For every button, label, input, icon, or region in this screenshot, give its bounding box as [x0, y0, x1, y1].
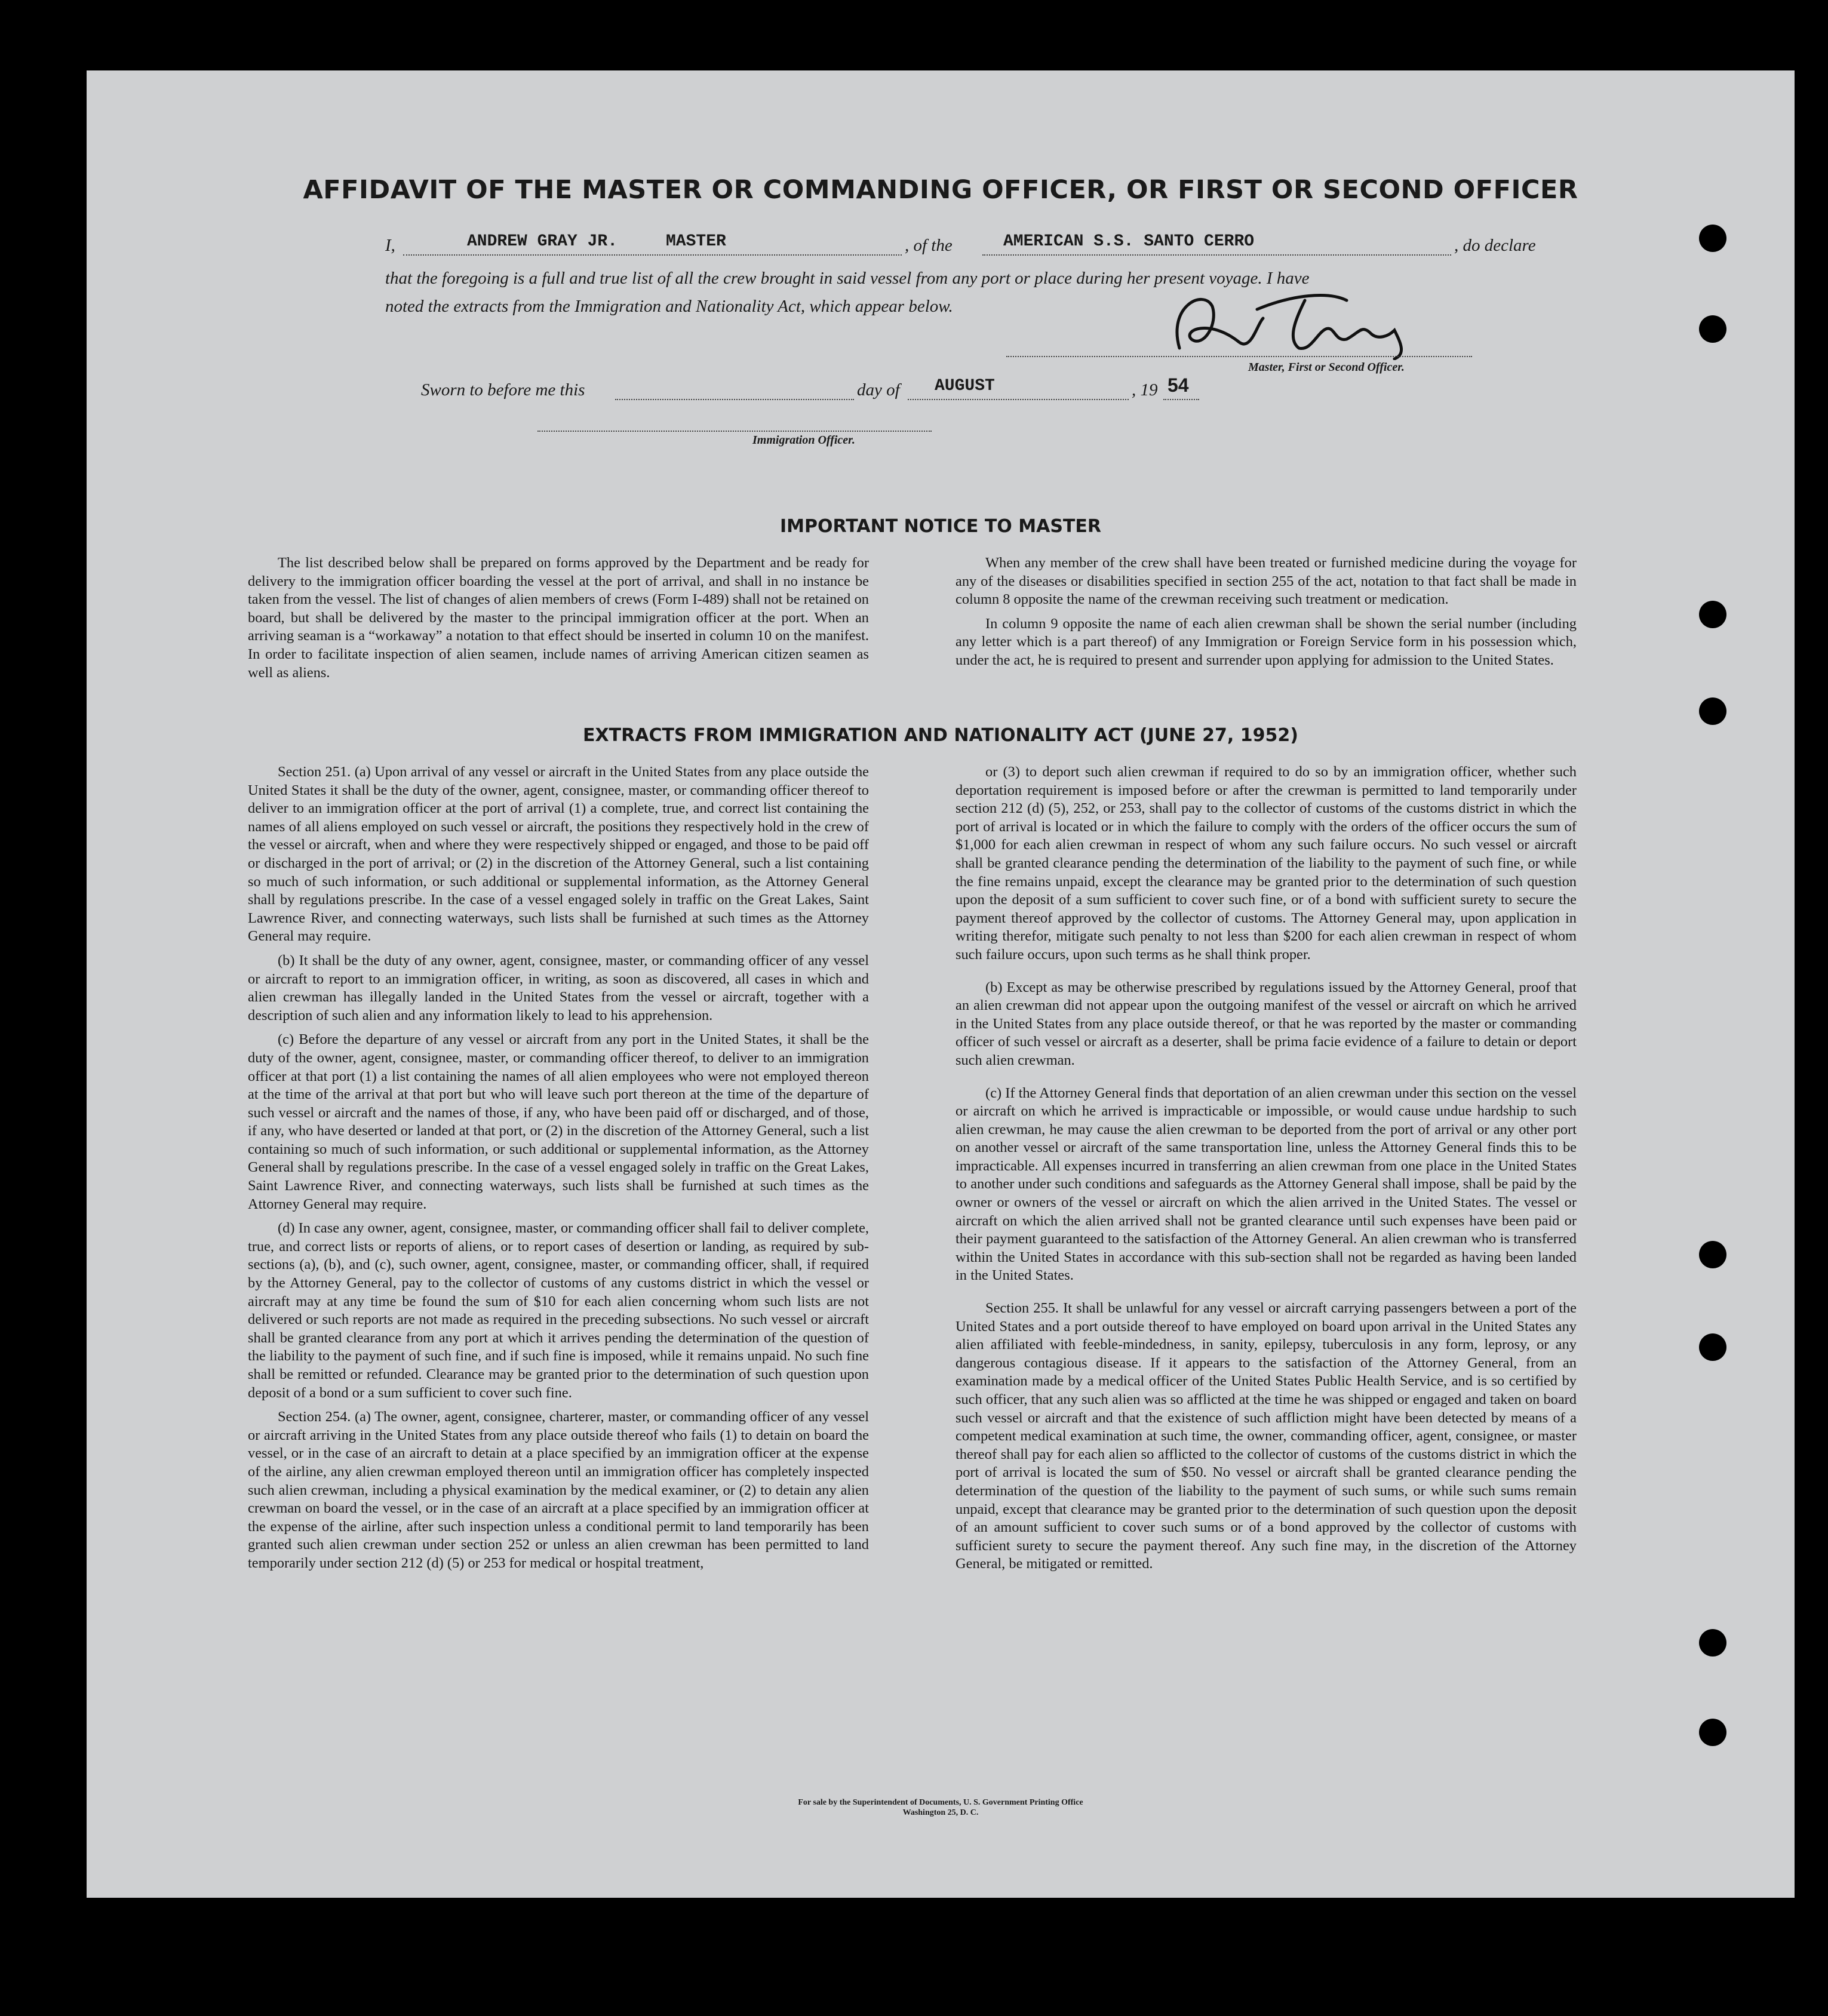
footer-line: Washington 25, D. C. [902, 1808, 979, 1817]
punch-hole [1699, 697, 1726, 725]
officer-caption: Immigration Officer. [752, 434, 855, 447]
affidavit-title: AFFIDAVIT OF THE MASTER OR COMMANDING OFFICER, OR FIRST OR SECOND OFFICER [303, 175, 1578, 205]
extract-paragraph: Section 255. It shall be unlawful for any vessel or aircraft carrying passengers between a port of the United States and a port outside thereof to have employed on board upon arrival in the United States any alien affiliated with feeble-mindedness, in sanity, epilepsy, tuberculosis in any form, leprosy, or any dangerous contagious disease. If it appears to the satisfaction of the Attorney General, from an examination made by a medical officer of the United States Public Health Service, and is so certified by such officer, that any such alien was so afflicted at the time he was shipped or engaged and taken on board such vessel or aircraft and that the existence of such affliction might have been detected by means of a competent medical examination at such time, the owner, commanding officer, agent, consignee, or master thereof shall pay for each alien so afflicted to the collector of customs of the customs district in which the port of arrival is located the sum of $50. No vessel or aircraft shall be granted clearance pending the determination of the question of the liability to the payment of such sums, or while such sums remain unpaid, except that clearance may be granted prior to the determination of such question upon the deposit of an amount sufficient to cover such sums or of a bond approved by the collector of customs with sufficient surety to secure the payment thereof. Any such fine may, in the discretion of the Attorney General, be mitigated or remitted. [956, 1300, 1577, 1572]
sworn-month: AUGUST [935, 377, 995, 395]
extract-paragraph: Section 254. (a) The owner, agent, consignee, charterer, master, or commanding officer of any vessel or aircraft arriving in the United States from any place outside thereof who fails (1) to detain on board the vessel, or in the case of an aircraft to detain at a place specified by an immigration officer at the expense of the airline, any alien crewman employed thereon until an immigration officer has completely inspected such alien crewman, including a physical examination by the medical examiner, or (2) to detain any alien crewman on board the vessel, or in the case of an aircraft at a place specified by an immigration officer at the expense of the airline, after such inspection unless a conditional permit to land temporarily has been granted such alien crewman under section 252 or unless an alien crewman has been permitted to land temporarily under section 212 (d) (5) or 253 for medical or hospital treatment, [248, 1409, 869, 1571]
punch-hole [1699, 315, 1726, 343]
punch-hole [1699, 1629, 1726, 1657]
punch-hole [1699, 1719, 1726, 1746]
of-the-label: , of the [905, 236, 953, 255]
notice-paragraph: When any member of the crew shall have been treated or furnished medicine during the voyage for any of the diseases or disabilities specified in section 255 of the act, notation to that fact shall be made in column 8 opposite the name of the crewman receiving such treatment or medication. [956, 555, 1577, 608]
extract-paragraph: (c) Before the departure of any vessel or aircraft from any port in the United States, it shall be the duty of the owner, agent, consignee, master, or commanding officer thereof, to deliver to an immigration officer at that port (1) a list containing the names of all alien employees who were not employed thereon at the time of the arrival at that port but who will leave such port thereon at the time of the departure of such vessel or aircraft and the names of those, if any, who have been paid off or discharged, and of those, if any, who have deserted or landed at that port, or (2) in the discretion of the Attorney General, such a list containing so much of such information, or such additional or supplemental information, as the Attorney General shall by regulations prescribe. In the case of a vessel engaged solely in traffic on the Great Lakes, Saint Lawrence River, and connecting waterways, such lists shall be furnished at such times as the Attorney General may require. [248, 1031, 869, 1212]
notice-paragraph: In column 9 opposite the name of each alien crewman shall be shown the serial number (including any letter which is a part thereof) of any Immigration or Foreign Service form in his possession which, under the act, he is required to present and surrender upon applying for admission to the United States. [956, 615, 1577, 668]
notice-right-column [956, 554, 1577, 670]
sworn-line [421, 376, 1317, 404]
punch-hole [1699, 601, 1726, 628]
declaration-line [385, 232, 1556, 259]
footer-line: For sale by the Superintendent of Documents, U. S. Government Printing Office [798, 1798, 1083, 1807]
day-of-label: day of [857, 380, 900, 399]
extracts-right-column [956, 763, 1577, 1574]
sworn-year: 54 [1168, 374, 1189, 396]
master-rank: MASTER [666, 232, 726, 251]
extract-paragraph: (b) Except as may be otherwise prescribed by regulations issued by the Attorney General, proof that an alien crewman did not appear upon the outgoing manifest of the vessel or aircraft on which he arrived in the United States from any place outside thereof, or that he was reported by the master or commanding officer of such vessel or aircraft as a deserter, shall be prima facie evidence of a failure to detain or deport such alien crewman. [956, 979, 1577, 1068]
year-prefix: , 19 [1132, 380, 1158, 399]
vessel-name: AMERICAN S.S. SANTO CERRO [1003, 232, 1255, 251]
punch-hole [1699, 1241, 1726, 1268]
extract-paragraph: Section 251. (a) Upon arrival of any vessel or aircraft in the United States from any place outside the United States it shall be the duty of the owner, agent, consignee, master, or commanding officer thereof to deliver to an immigration officer at the port of arrival (1) a complete, true, and correct list containing the names of all aliens employed on such vessel or aircraft, the positions they respectively hold in the crew of the vessel or aircraft, when and where they were respectively shipped or engaged, and those to be paid off or discharged in the port of arrival; or (2) in the discretion of the Attorney General, such a list containing so much of such information, or such additional or supplemental information, as the Attorney General shall by regulations prescribe. In the case of a vessel engaged solely in traffic on the Great Lakes, Saint Lawrence River, and connecting waterways, such lists shall be furnished at such times as the Attorney General may require. [248, 764, 869, 945]
signature-caption: Master, First or Second Officer. [1248, 361, 1405, 374]
statement-line-1: that the foregoing is a full and true list of all the crew brought in said vessel from any port or place during her present voyage. I have [385, 269, 1310, 288]
i-label: I, [385, 236, 395, 255]
extract-paragraph: (c) If the Attorney General finds that deportation of an alien crewman under this section on the vessel or aircraft on which he arrived is impracticable or impossible, or would cause undue hardship to such alien crewman, he may cause the alien crewman to be deported from the port of arrival or any other port on another vessel or aircraft of the same transportation line, unless the Attorney General finds this to be impracticable. All expenses incurred in transferring an alien crewman from one place in the United States to another under such conditions and safeguards as the Attorney General shall impose, shall be paid by the owner or owners of the vessel or aircraft on which the alien arrived in the United States. The vessel or aircraft on which the alien arrived shall not be granted clearance until such expenses have been paid or their payment guaranteed to the satisfaction of the Attorney General. An alien crewman who is transferred within the United States in accordance with this sub-section shall not be regarded as having been landed in the United States. [956, 1084, 1577, 1284]
form-sheet [87, 70, 1795, 1898]
extract-paragraph: or (3) to deport such alien crewman if required to do so by an immigration officer, whether such deportation requirement is imposed before or after the crewman is permitted to land temporarily under section 212 (d) (5), 252, or 253, shall pay to the collector of customs of the customs district in which the port of arrival is located or in which the failure to comply with the orders of the officer occurs the sum of $1,000 for each alien crewman in respect of whom any such failure occurs. No such vessel or aircraft shall be granted clearance pending the determination of the liability to the payment of such fine, or while the fine remains unpaid, except the clearance may be granted prior to the determination of such question upon the deposit of a sum sufficient to cover such fine, or of a bond with sufficient surety to secure the payment thereof approved by the collector of customs. The Attorney General may, upon application in writing therefor, mitigate such penalty to not less than $200 for each alien crewman in respect of whom such failure occurs, upon such terms as he shall think proper. [956, 764, 1577, 963]
master-signature [1156, 282, 1466, 360]
notice-left-column [248, 554, 869, 682]
master-name: ANDREW GRAY JR. [467, 232, 618, 251]
extract-paragraph: (d) In case any owner, agent, consignee, master, or commanding officer shall fail to deliver complete, true, and correct lists or reports of aliens, or to report cases of desertion or landing, as required by sub-sections (a), (b), and (c), such owner, agent, consignee, master, or commanding officer, shall, if required by the Attorney General, pay to the collector of customs of any customs district in which the vessel or aircraft may at any time be found the sum of $10 for each alien concerning whom such lists are not delivered or such reports are not made as required in the preceding subsections. No such vessel or aircraft shall be granted clearance from any port at which it arrives pending the determination of the question of the liability to the payment of such fine, and if such fine is imposed, while it remains unpaid. No such fine shall be remitted or refunded. Clearance may be granted prior to the determination of such question upon deposit of a bond or a sum sufficient to cover such fine. [248, 1220, 869, 1401]
notice-heading: IMPORTANT NOTICE TO MASTER [780, 516, 1101, 537]
sworn-label: Sworn to before me this [421, 380, 585, 399]
statement-line-2: noted the extracts from the Immigration and Nationality Act, which appear below. [385, 297, 953, 316]
extracts-heading: EXTRACTS FROM IMMIGRATION AND NATIONALITY ACT (JUNE 27, 1952) [583, 725, 1298, 746]
extract-paragraph: (b) It shall be the duty of any owner, agent, consignee, master, or commanding officer of any vessel or aircraft to report to an immigration officer, in writing, as soon as discovered, all cases in which and alien crewman has illegally landed in the United States from the vessel or aircraft, together with a description of such alien and any information likely to lead to his apprehension. [248, 952, 869, 1024]
punch-hole [1699, 1333, 1726, 1361]
extracts-left-column [248, 763, 869, 1573]
notice-paragraph: The list described below shall be prepared on forms approved by the Department and be ready for delivery to the immigration officer boarding the vessel at the port of arrival, and shall in no instance be taken from the vessel. The list of changes of alien members of crews (Form I-489) shall not be retained on board, but shall be delivered by the master to the principal immigration officer at the port. When an arriving seaman is a “workaway” a notation to that effect should be inserted in column 10 on the manifest. In order to facilitate inspection of alien seamen, include names of arriving American citizen seamen as well as aliens. [248, 555, 869, 681]
do-declare-label: , do declare [1454, 236, 1536, 255]
punch-hole [1699, 225, 1726, 252]
printer-footer [87, 1797, 1795, 1818]
